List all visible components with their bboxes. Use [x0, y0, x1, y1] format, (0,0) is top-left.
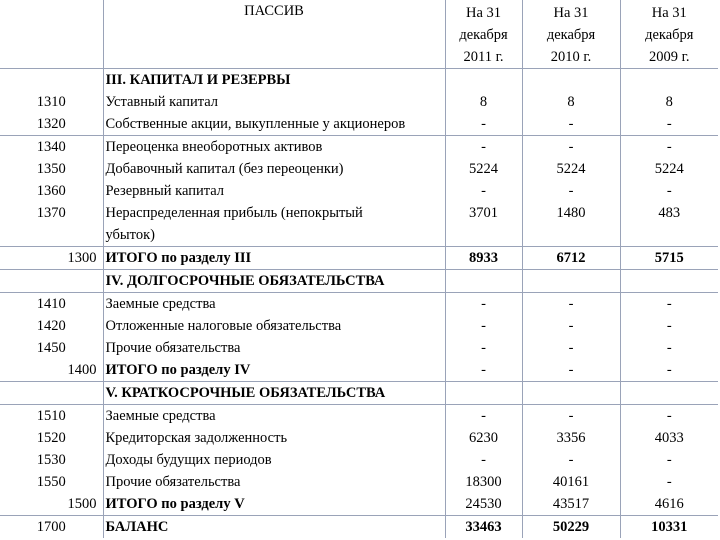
value-2011: 5224 [445, 158, 522, 180]
row-name: Добавочный капитал (без переоценки) [105, 161, 344, 177]
row-name: ИТОГО по разделу IV [105, 362, 251, 378]
value-2011: - [445, 449, 522, 471]
value-2010 [522, 270, 620, 293]
row-name: Переоценка внеоборотных активов [103, 136, 445, 159]
value-2009: - [620, 471, 718, 493]
value-2011: - [445, 405, 522, 428]
section-heading-row [0, 270, 718, 293]
value-2009: 5224 [620, 158, 718, 180]
section-heading: V. КРАТКОСРОЧНЫЕ ОБЯЗАТЕЛЬСТВА [103, 382, 445, 405]
value-2010: 43517 [522, 493, 620, 516]
value-2011: 24530 [445, 493, 522, 516]
value-2011: - [445, 113, 522, 136]
row-name: ИТОГО по разделу III [103, 247, 445, 270]
row-code: 1400 [0, 359, 103, 382]
row-name: Отложенные налоговые обязательства [105, 318, 342, 334]
row-code: 1420 [0, 315, 103, 337]
value-2011: 6230 [445, 427, 522, 449]
column-header-2009 [620, 0, 718, 69]
value-2011 [445, 69, 522, 92]
table-row [0, 293, 718, 316]
row-code: 1450 [0, 337, 103, 359]
section-heading-row [0, 69, 718, 92]
value-2010: 5224 [522, 158, 620, 180]
row-name-line: убыток) [105, 227, 155, 243]
header-line: декабря [459, 27, 508, 43]
total-row [0, 493, 718, 516]
value-2009: 5715 [620, 247, 718, 270]
row-name: Заемные средства [103, 405, 445, 428]
row-name: Доходы будущих периодов [105, 452, 272, 468]
header-line: 2009 г. [648, 49, 690, 65]
value-2011 [445, 382, 522, 405]
balance-row [0, 516, 718, 539]
value-2009: - [620, 315, 718, 337]
row-code: 1350 [0, 158, 103, 180]
header-row [0, 0, 718, 69]
value-2011: - [445, 293, 522, 316]
value-2011: - [445, 359, 522, 382]
column-header-2010 [522, 0, 620, 69]
value-2010: 1480 [522, 202, 620, 247]
header-line: На 31 [553, 5, 589, 21]
value-2009: - [620, 405, 718, 428]
value-2010: - [522, 113, 620, 136]
row-name: Кредиторская задолженность [105, 430, 288, 446]
value-2010 [522, 69, 620, 92]
value-2010: - [522, 337, 620, 359]
row-name: Уставный капитал [105, 94, 219, 110]
value-2011: 18300 [445, 471, 522, 493]
row-name: Резервный капитал [105, 183, 225, 199]
row-name [103, 202, 445, 247]
section-heading-row [0, 382, 718, 405]
row-code: 1370 [0, 202, 103, 247]
value-2009: - [620, 293, 718, 316]
row-code: 1300 [0, 247, 103, 270]
table-row [0, 449, 718, 471]
row-code: 1360 [0, 180, 103, 202]
value-2009: 4033 [620, 427, 718, 449]
row-code: 1700 [0, 516, 103, 539]
value-2010: 6712 [522, 247, 620, 270]
header-line: На 31 [651, 5, 687, 21]
value-2009: - [620, 113, 718, 136]
row-code: 1410 [0, 293, 103, 316]
table-row [0, 471, 718, 493]
table-row [0, 202, 718, 247]
table-row [0, 427, 718, 449]
table-row [0, 405, 718, 428]
row-code [0, 69, 103, 92]
value-2009: - [620, 359, 718, 382]
value-2011: 8933 [445, 247, 522, 270]
page-title: ПАССИВ [244, 3, 304, 19]
value-2010: - [522, 180, 620, 202]
value-2010: - [522, 405, 620, 428]
value-2011: - [445, 180, 522, 202]
value-2011: - [445, 136, 522, 159]
table-row [0, 91, 718, 113]
value-2011: - [445, 337, 522, 359]
value-2009 [620, 69, 718, 92]
row-name: Заемные средства [103, 293, 445, 316]
header-line: 2011 г. [463, 49, 504, 65]
header-line: 2010 г. [550, 49, 592, 65]
value-2010: - [522, 315, 620, 337]
total-row [0, 359, 718, 382]
header-line: декабря [546, 27, 596, 43]
value-2009: - [620, 337, 718, 359]
row-code: 1340 [0, 136, 103, 159]
row-code: 1510 [0, 405, 103, 428]
value-2009: - [620, 449, 718, 471]
value-2010: - [522, 359, 620, 382]
value-2010: - [522, 449, 620, 471]
value-2010: 40161 [522, 471, 620, 493]
row-code: 1500 [0, 493, 103, 516]
value-2011: 3701 [445, 202, 522, 247]
row-name: Прочие обязательства [105, 474, 241, 490]
value-2010: 50229 [522, 516, 620, 539]
value-2011: 8 [445, 91, 522, 113]
row-code: 1520 [0, 427, 103, 449]
value-2010: - [522, 136, 620, 159]
section-heading: III. КАПИТАЛ И РЕЗЕРВЫ [103, 69, 445, 92]
row-code: 1310 [0, 91, 103, 113]
value-2011: 33463 [445, 516, 522, 539]
value-2011: - [445, 315, 522, 337]
section-heading: IV. ДОЛГОСРОЧНЫЕ ОБЯЗАТЕЛЬСТВА [103, 270, 445, 293]
column-header-2011 [445, 0, 522, 69]
value-2009 [620, 382, 718, 405]
row-name: БАЛАНС [103, 516, 445, 539]
value-2010: - [522, 293, 620, 316]
table-row [0, 315, 718, 337]
row-code [0, 270, 103, 293]
table-row [0, 158, 718, 180]
row-name: Собственные акции, выкупленные у акционеров [105, 116, 406, 132]
table-row [0, 136, 718, 159]
row-name: Прочие обязательства [105, 340, 241, 356]
header-line: На 31 [465, 5, 502, 21]
row-name-line: Нераспределенная прибыль (непокрытый [105, 205, 363, 221]
value-2010 [522, 382, 620, 405]
value-2009: 4616 [620, 493, 718, 516]
value-2010: 3356 [522, 427, 620, 449]
row-code [0, 382, 103, 405]
value-2011 [445, 270, 522, 293]
row-code: 1320 [0, 113, 103, 136]
value-2009: 8 [620, 91, 718, 113]
table-row [0, 113, 718, 136]
row-name: ИТОГО по разделу V [105, 496, 245, 512]
total-row [0, 247, 718, 270]
value-2009: - [620, 180, 718, 202]
header-line: декабря [645, 27, 694, 43]
value-2009: 10331 [620, 516, 718, 539]
code-header-cell [0, 0, 103, 69]
value-2009 [620, 270, 718, 293]
row-code: 1550 [0, 471, 103, 493]
table-row [0, 337, 718, 359]
value-2009: - [620, 136, 718, 159]
row-code: 1530 [0, 449, 103, 471]
value-2009: 483 [620, 202, 718, 247]
value-2010: 8 [522, 91, 620, 113]
table-row [0, 180, 718, 202]
